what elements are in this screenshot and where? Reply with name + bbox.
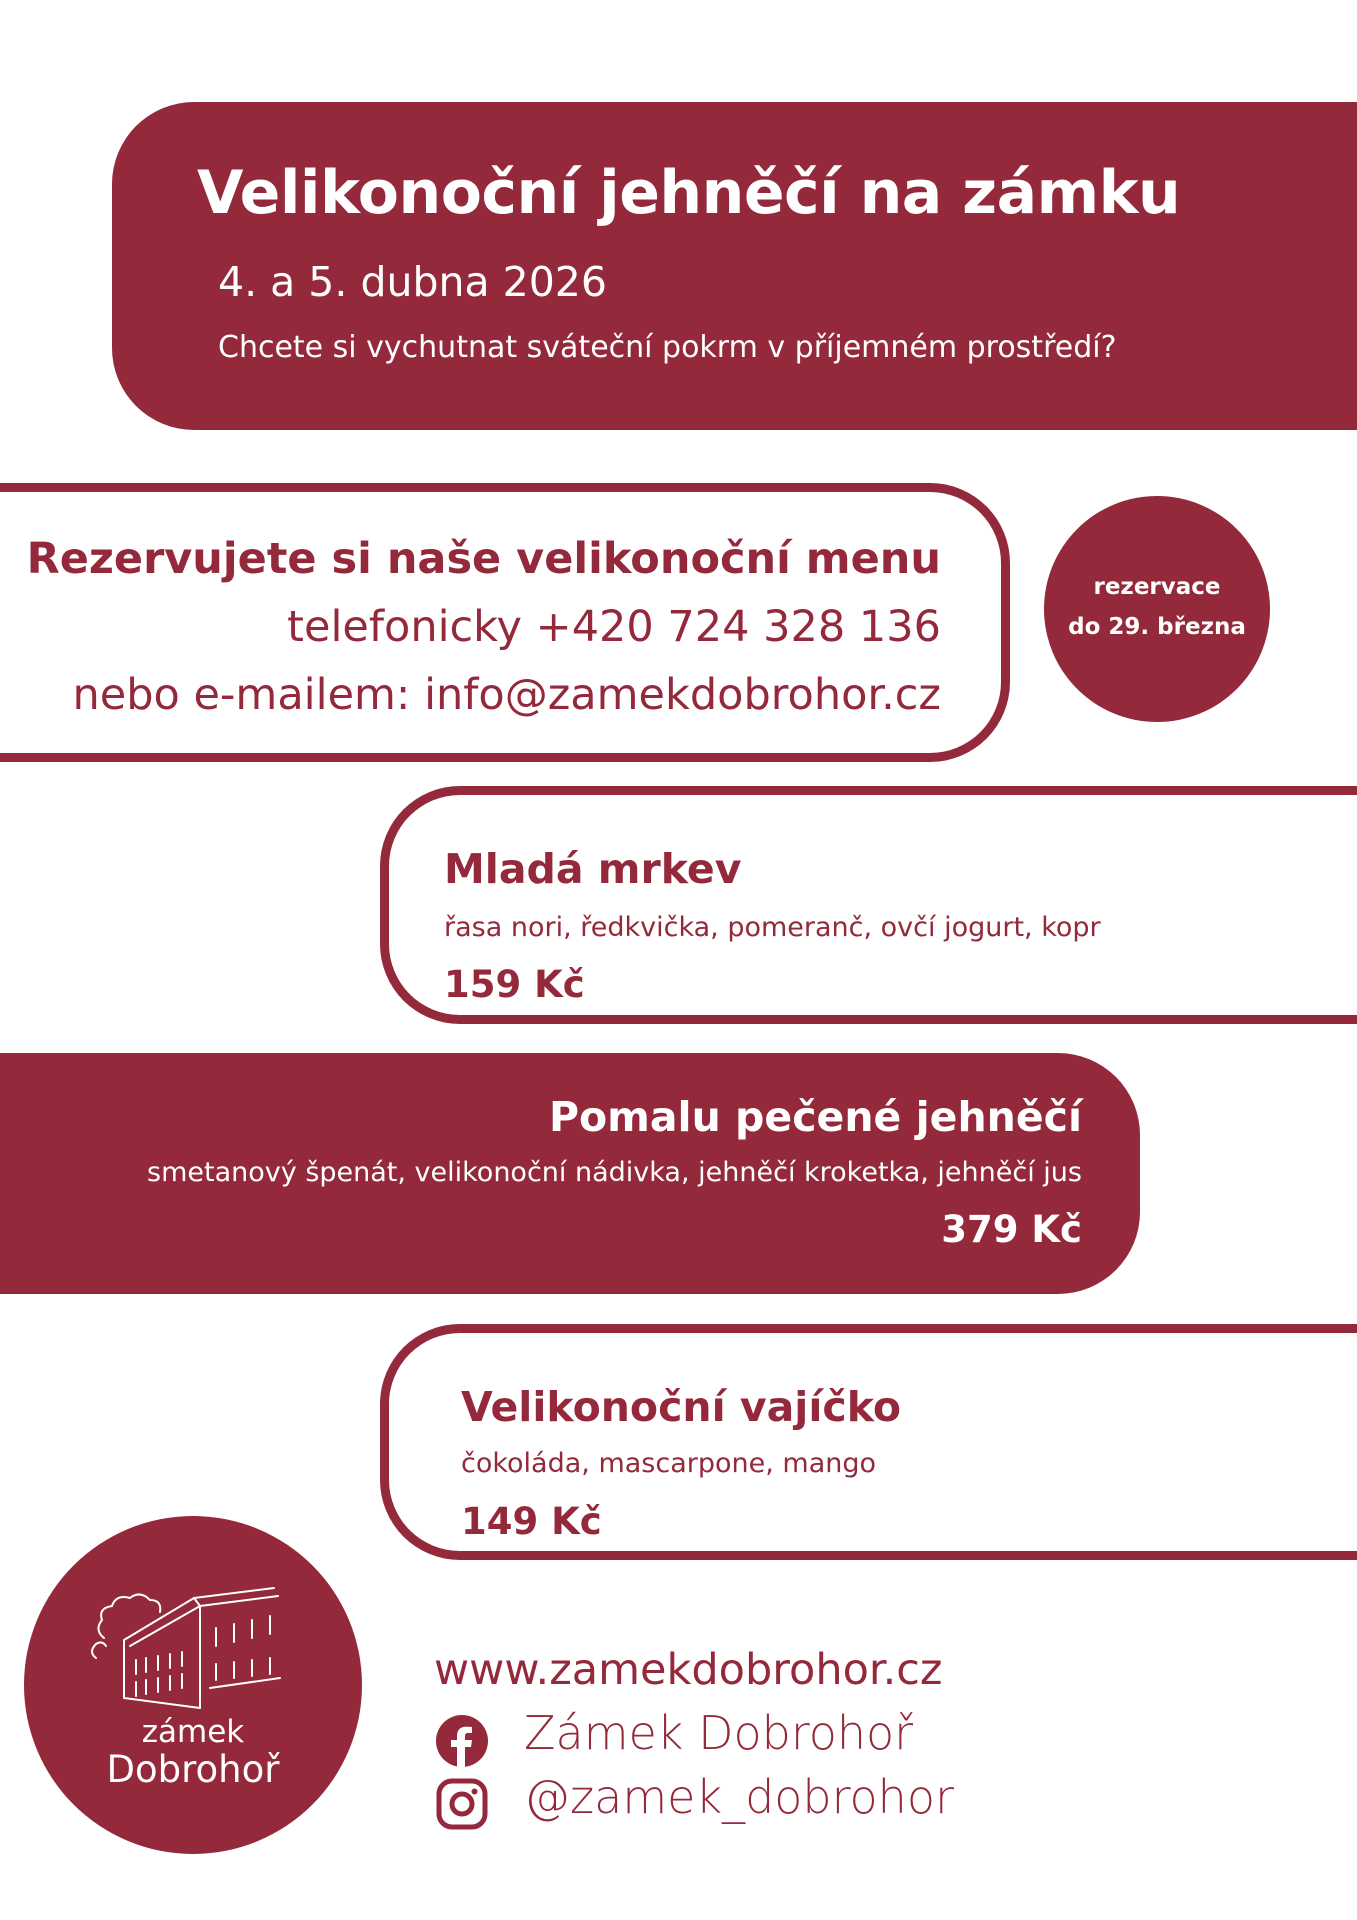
dish-name: Mladá mrkev: [444, 845, 742, 893]
facebook-icon[interactable]: [436, 1715, 488, 1767]
reservation-email[interactable]: nebo e-mailem: info@zamekdobrohor.cz: [72, 670, 941, 720]
dish-description: čokoláda, mascarpone, mango: [461, 1448, 877, 1479]
castle-icon: [84, 1568, 314, 1718]
reservation-phone[interactable]: telefonicky +420 724 328 136: [287, 602, 941, 652]
instagram-link[interactable]: @zamek_dobrohor: [524, 1770, 954, 1824]
dish-price: 159 Kč: [444, 963, 585, 1006]
dish-name: Velikonoční vajíčko: [461, 1383, 902, 1431]
website-link[interactable]: www.zamekdobrohor.cz: [434, 1645, 943, 1695]
logo: [24, 1516, 362, 1854]
dish-price: 149 Kč: [461, 1500, 602, 1543]
reservation-box: [0, 483, 1010, 762]
menu-item-dessert: [380, 1324, 1357, 1560]
event-date: 4. a 5. dubna 2026: [218, 258, 607, 306]
dish-name: Pomalu pečené jehněčí: [548, 1093, 1082, 1141]
dish-price: 379 Kč: [941, 1208, 1082, 1251]
dish-description: smetanový špenát, velikonoční nádivka, jehněčí kroketka, jehněčí jus: [147, 1157, 1082, 1188]
header-banner: [112, 102, 1357, 430]
instagram-icon[interactable]: [436, 1778, 488, 1830]
menu-item-main: [0, 1053, 1140, 1294]
logo-word-zamek: zámek: [141, 1714, 245, 1750]
deadline-date: do 29. března: [1068, 614, 1246, 640]
page-title: Velikonoční jehněčí na zámku: [197, 158, 1181, 228]
menu-item-starter: [380, 786, 1357, 1024]
logo-word-dobrohor: Dobrohoř: [106, 1748, 280, 1791]
header-question: Chcete si vychutnat sváteční pokrm v příjemném prostředí?: [218, 330, 1117, 365]
facebook-link[interactable]: Zámek Dobrohoř: [524, 1706, 914, 1760]
reservation-deadline-badge: [1044, 496, 1270, 722]
reservation-title: Rezervujete si naše velikonoční menu: [26, 534, 941, 584]
dish-description: řasa nori, ředkvička, pomeranč, ovčí jogurt, kopr: [444, 912, 1101, 943]
deadline-label: rezervace: [1093, 574, 1221, 600]
